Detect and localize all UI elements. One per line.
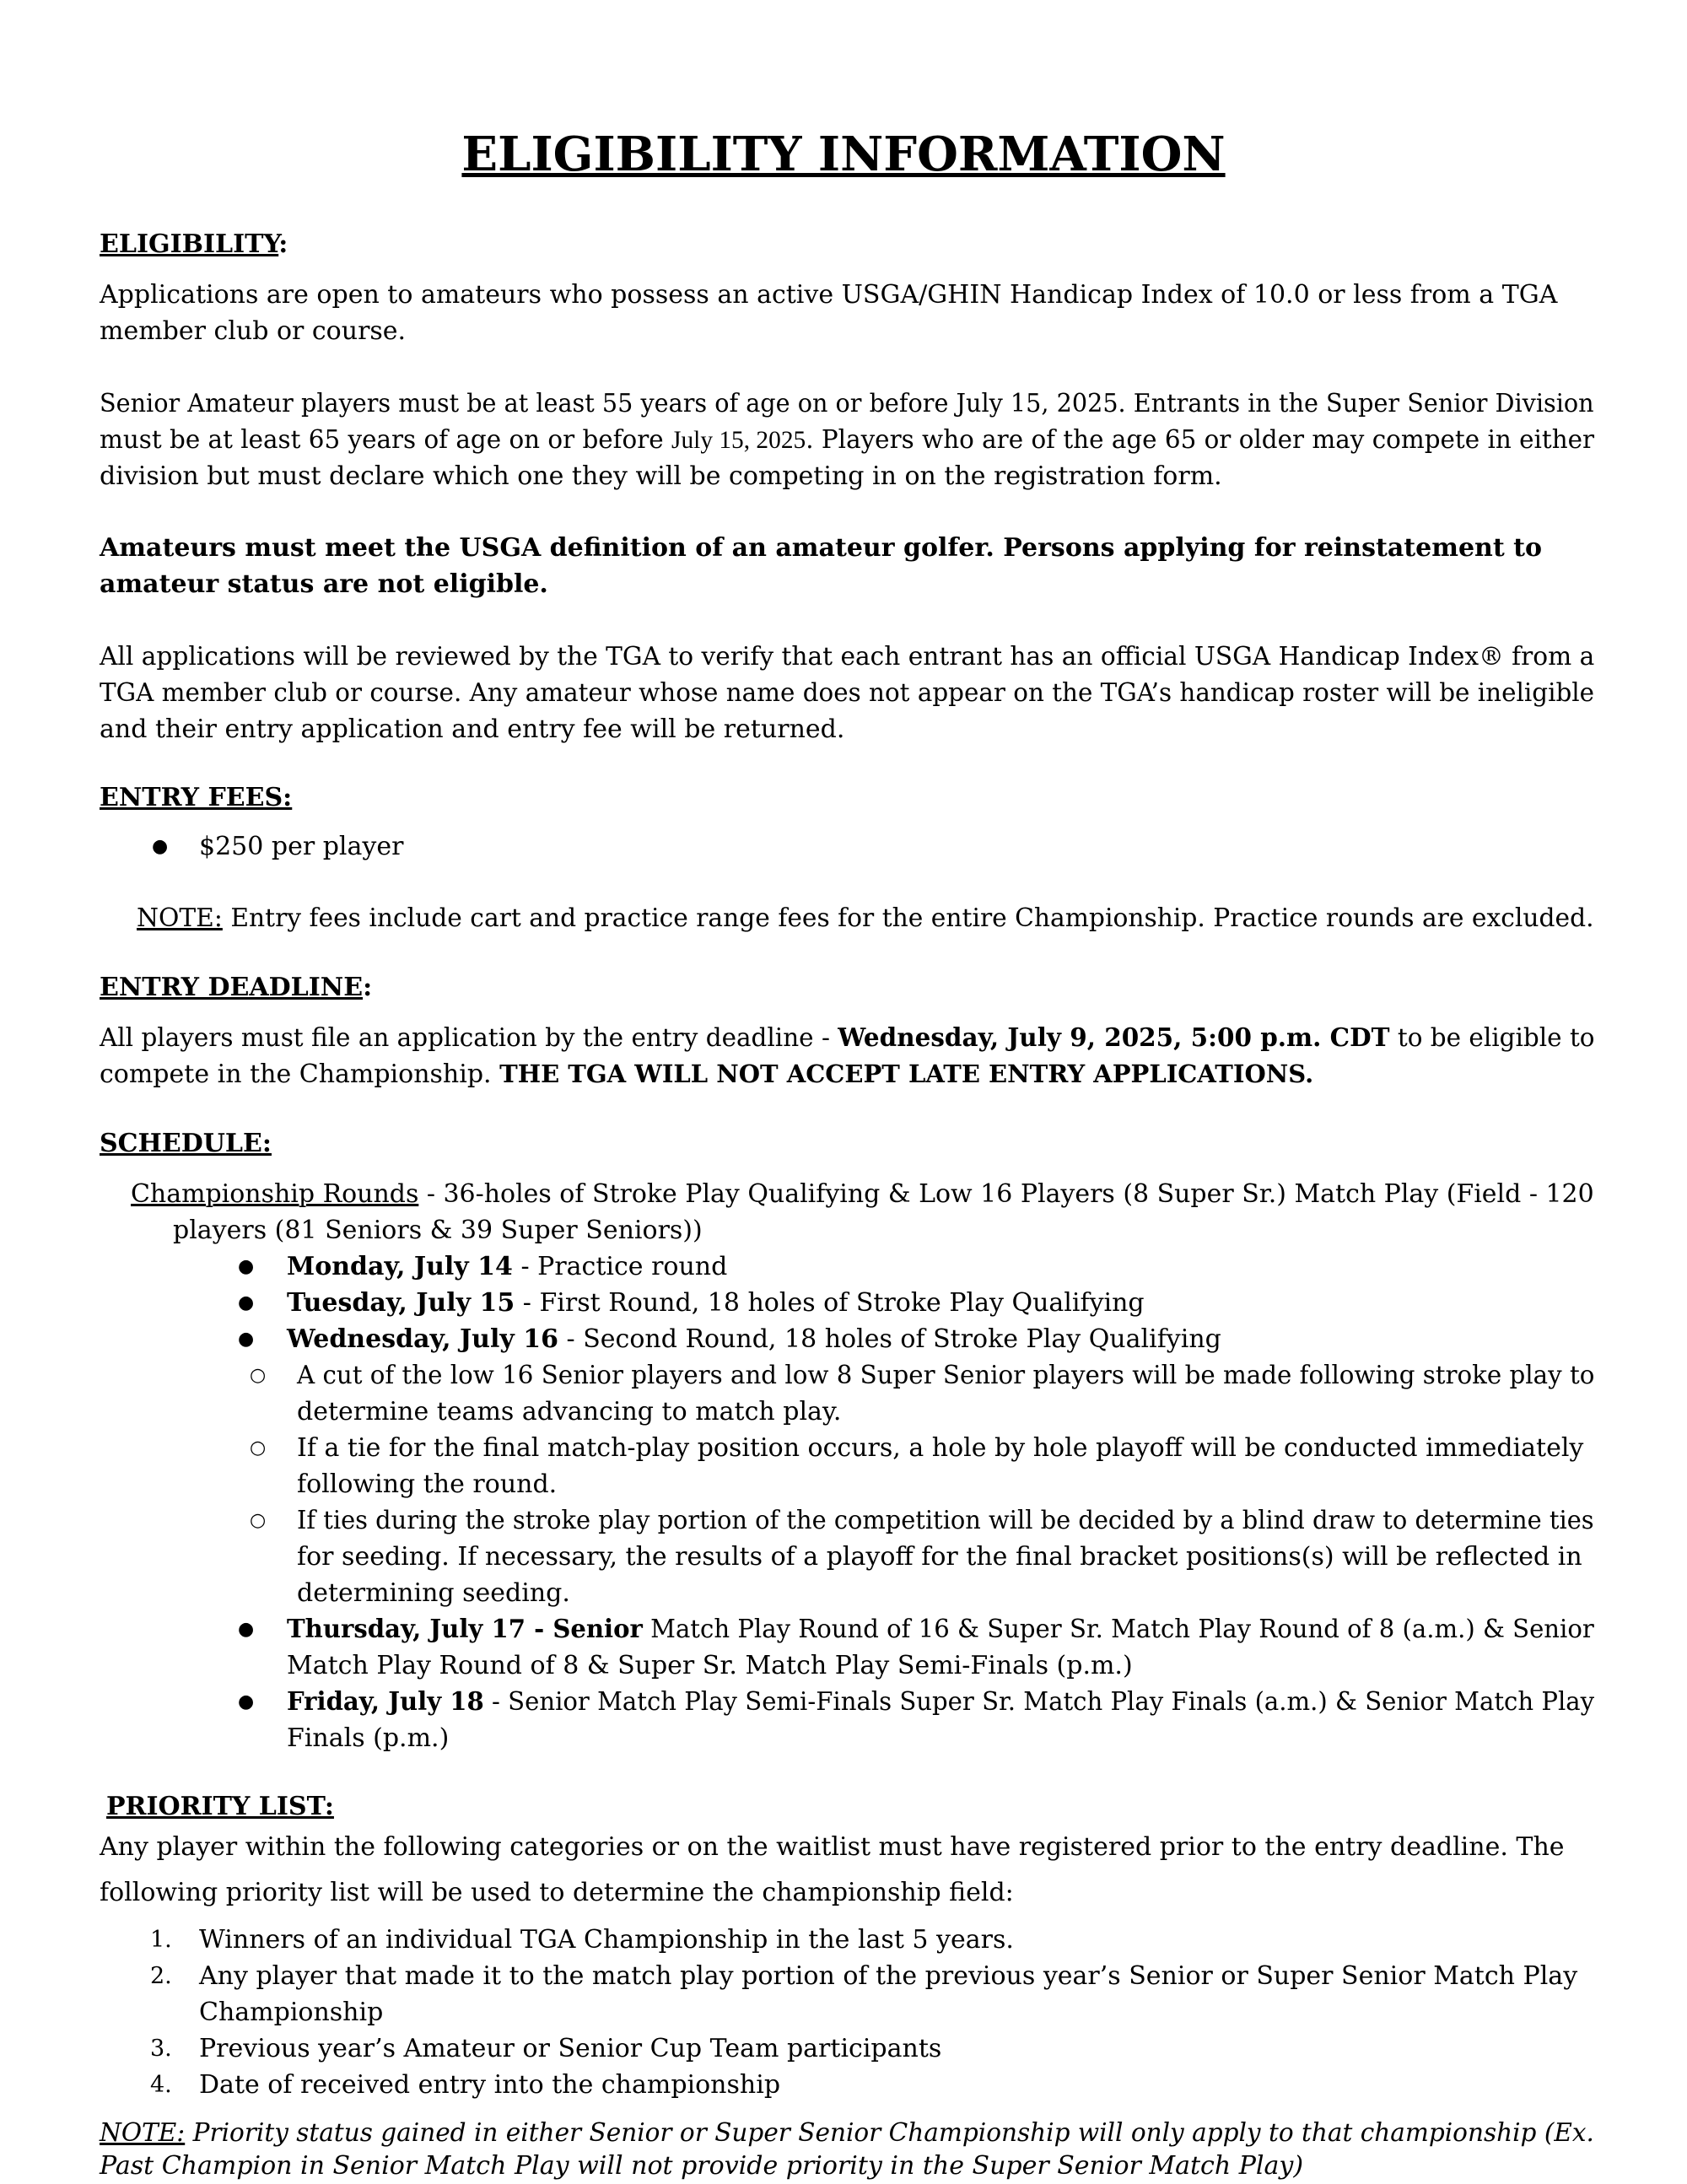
priority-note-line2: Past Champion in Senior Match Play will not provide priority in the Super Senior Match Play) [100,2151,1304,2181]
schedule-sub-bullet: ○ [250,1510,267,1531]
priority-intro-line2: following priority list will be used to determine the championship field: [100,1878,1014,1907]
schedule-bullet: ● [238,1256,255,1277]
schedule-bullet: ● [238,1329,255,1350]
day-label: Friday, July 18 [287,1687,484,1717]
eligibility-p2-line3: division but must declare which one they will be competing in on the registration form. [100,461,1222,491]
priority-intro-line1: Any player within the following categories or on the waitlist must have registered prior to the entry deadline. The [100,1832,1565,1862]
eligibility-p3-line1: Amateurs must meet the USGA definition of an amateur golfer. Persons applying for reinstatement to [100,533,1543,563]
entry-deadline-line1 [100,1020,1595,1056]
entry-deadline-heading-text: ENTRY DEADLINE [100,973,364,1002]
eligibility-p2-line2-post: . Players who are of the age 65 or older may compete in either [806,425,1595,455]
entry-fees-heading: ENTRY FEES: [100,783,293,812]
priority-item-1: Winners of an individual TGA Championship in the last 5 years. [199,1925,1014,1955]
entry-deadline-date: Wednesday, July 9, 2025, 5:00 p.m. CDT [838,1023,1390,1053]
eligibility-p2-line2 [100,422,1594,458]
eligibility-p2-line1: Senior Amateur players must be at least 55 years of age on or before July 15, 2025. Entrants in the Super Senior Division [100,389,1594,418]
entry-fees-note [137,900,1594,936]
entry-deadline-line1-pre: All players must file an application by the entry deadline - [100,1023,838,1053]
priority-item-number: 1. [150,1927,172,1953]
day-text: - First Round, 18 holes of Stroke Play Qualifying [515,1288,1145,1318]
priority-note-line1 [100,2115,1594,2151]
schedule-bullet: ● [238,1691,255,1712]
sub-item-3-line3: determining seeding. [297,1578,570,1608]
eligibility-p2-line2-pre: must be at least 65 years of age on or before [100,425,672,455]
schedule-day-thursday-line1 [287,1611,1594,1647]
priority-note-text: Priority status gained in either Senior or Super Senior Championship will only apply to that championship (Ex. [185,2118,1594,2148]
championship-rounds-line2: players (81 Seniors & 39 Super Seniors)) [173,1216,703,1245]
priority-item-2-line2: Championship [199,1998,384,2027]
eligibility-p4-line2: TGA member club or course. Any amateur whose name does not appear on the TGA’s handicap roster will be ineligible [100,678,1595,708]
schedule-day-monday [287,1248,727,1285]
sub-item-2-line1: If a tie for the final match-play position occurs, a hole by hole playoff will be conducted immediately [297,1433,1584,1463]
schedule-bullet: ● [238,1619,255,1640]
day-text: - Practice round [512,1252,728,1281]
priority-item-number: 3. [150,2036,172,2062]
priority-item-3: Previous year’s Amateur or Senior Cup Team participants [199,2034,942,2063]
entry-fee-item: $250 per player [199,832,404,861]
eligibility-p3-line2: amateur status are not eligible. [100,569,548,599]
eligibility-p4-line3: and their entry application and entry fee will be returned. [100,715,845,744]
eligibility-p1-line1: Applications are open to amateurs who possess an active USGA/GHIN Handicap Index of 10.0 or less from a TGA [100,280,1558,310]
entry-fee-bullet: ● [152,836,169,857]
priority-note-label: NOTE: [100,2118,186,2148]
priority-item-4: Date of received entry into the championship [199,2070,781,2100]
eligibility-heading-text: ELIGIBILITY [100,229,279,259]
day-text: - Senior Match Play Semi-Finals Super Sr. Match Play Finals (a.m.) & Senior Match Play [483,1687,1595,1717]
eligibility-p4-line1: All applications will be reviewed by the TGA to verify that each entrant has an official USGA Handicap Index® from a [100,642,1595,671]
championship-rounds-text: - 36-holes of Stroke Play Qualifying & Low 16 Players (8 Super Sr.) Match Play (Field - 120 [418,1179,1594,1209]
day-text: Match Play Round of 16 & Super Sr. Match Play Round of 8 (a.m.) & Senior [642,1615,1594,1644]
championship-rounds-line1 [131,1176,1594,1212]
schedule-day-wednesday [287,1321,1221,1357]
schedule-day-friday-line2: Finals (p.m.) [287,1723,450,1753]
entry-deadline-heading-colon: : [363,973,373,1002]
priority-list-heading: PRIORITY LIST: [106,1792,334,1821]
priority-item-number: 4. [150,2072,172,2098]
championship-rounds-label: Championship Rounds [131,1179,419,1209]
day-text: - Second Round, 18 holes of Stroke Play Qualifying [558,1324,1221,1354]
schedule-day-friday-line1 [287,1684,1594,1720]
entry-deadline-line1-post: to be eligible to [1389,1023,1595,1053]
day-label: Wednesday, July 16 [287,1324,558,1354]
entry-deadline-line2-pre: compete in the Championship. [100,1060,500,1089]
day-label: Thursday, July 17 - Senior [287,1615,643,1644]
eligibility-p1-line2: member club or course. [100,316,407,346]
page-title: ELIGIBILITY INFORMATION [461,127,1226,182]
priority-item-number: 2. [150,1963,172,1989]
entry-deadline-heading [100,973,372,1002]
eligibility-p2-date: July 15, 2025 [671,426,806,454]
eligibility-heading-colon: : [278,229,288,259]
schedule-day-thursday-line2: Match Play Round of 8 & Super Sr. Match Play Semi-Finals (p.m.) [287,1651,1133,1680]
sub-item-3-line1: If ties during the stroke play portion of the competition will be decided by a blind draw to determine ties [297,1506,1594,1535]
entry-fees-note-label: NOTE: [137,903,223,933]
sub-item-1-line1: A cut of the low 16 Senior players and low 8 Super Senior players will be made following stroke play to [297,1361,1595,1390]
schedule-heading: SCHEDULE: [100,1129,272,1158]
entry-deadline-warning: THE TGA WILL NOT ACCEPT LATE ENTRY APPLICATIONS. [499,1060,1314,1088]
priority-item-2-line1: Any player that made it to the match play portion of the previous year’s Senior or Super Senior Match Play [199,1961,1578,1991]
sub-item-2-line2: following the round. [297,1469,558,1499]
eligibility-heading [100,229,288,259]
day-label: Monday, July 14 [287,1252,513,1281]
entry-fees-note-text: Entry fees include cart and practice range fees for the entire Championship. Practice rounds are excluded. [222,903,1594,933]
sub-item-3-line2: for seeding. If necessary, the results of a playoff for the final bracket positions(s) will be reflected in [297,1542,1582,1572]
schedule-day-tuesday [287,1285,1145,1321]
schedule-sub-bullet: ○ [250,1365,267,1386]
schedule-bullet: ● [238,1292,255,1313]
day-label: Tuesday, July 15 [287,1288,515,1318]
entry-deadline-line2 [100,1056,1313,1092]
schedule-sub-bullet: ○ [250,1437,267,1459]
sub-item-1-line2: determine teams advancing to match play. [297,1397,842,1426]
